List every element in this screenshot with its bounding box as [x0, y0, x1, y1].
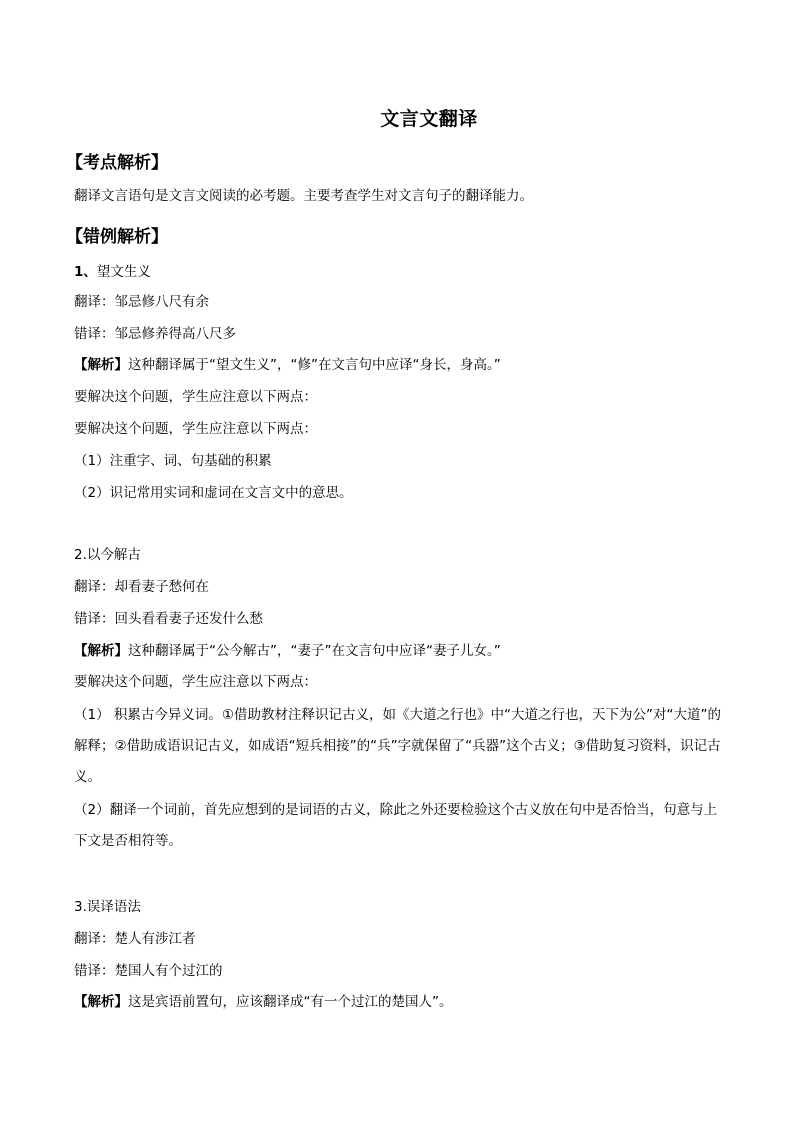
example-1-title-text: 望文生义 [96, 264, 151, 280]
example-1-analysis-text: 这种翻译属于“望文生义”，“修”在文言句中应译“身长，身高。” [128, 357, 501, 373]
example-3-translation: 翻译：楚人有涉江者 [74, 931, 196, 947]
example-2-point-1: （1） 积累古今异义词。①借助教材注释识记古义，如《大道之行也》中“大道之行也，天下为公”对“大道”的解释；②借助成语识记古义，如成语“短兵相接”的“兵”字就保留了“兵器”这个古义；③借助复习资料，识记古义。 [74, 707, 721, 785]
example-3-analysis-text: 这是宾语前置句，应该翻译成“有一个过江的楚国人”。 [128, 994, 453, 1010]
example-1-note-1: 要解决这个问题，学生应注意以下两点： [74, 389, 317, 405]
example-1-note-2: 要解决这个问题，学生应注意以下两点： [74, 421, 317, 437]
example-1-translation: 翻译：邹忌修八尺有余 [74, 294, 209, 310]
example-2-point-2: （2）翻译一个词前，首先应想到的是词语的古义，除此之外还要检验这个古义放在句中是否恰当，句意与上下文是否相符等。 [74, 802, 718, 849]
example-3-analysis [74, 993, 453, 1011]
section-heading-key-points: 【考点解析】 [66, 153, 168, 173]
example-1-error: 错译：邹忌修养得高八尺多 [74, 326, 236, 342]
example-3-analysis-tag: 【解析】 [74, 994, 128, 1010]
example-1-number: 1、 [74, 264, 97, 280]
example-2-analysis [74, 642, 501, 660]
example-1-point-2: （2）识记常用实词和虚词在文言文中的意思。 [74, 485, 353, 501]
section-heading-error-examples: 【错例解析】 [66, 227, 168, 247]
example-2-error: 错译：回头看看妻子还发什么愁 [74, 611, 263, 627]
key-points-text: 翻译文言语句是文言文阅读的必考题。主要考查学生对文言句子的翻译能力。 [74, 188, 533, 204]
example-3-title: 3.误译语法 [74, 899, 141, 915]
example-2-analysis-tag: 【解析】 [74, 643, 128, 659]
example-2-translation: 翻译：却看妻子愁何在 [74, 579, 209, 595]
example-1-analysis [74, 356, 501, 374]
example-2-note: 要解决这个问题，学生应注意以下两点： [74, 674, 317, 690]
example-1-analysis-tag: 【解析】 [74, 357, 128, 373]
example-3-error: 错译：楚国人有个过江的 [74, 963, 223, 979]
example-1-point-1: （1）注重字、词、句基础的积累 [74, 453, 272, 469]
document-title: 文言文翻译 [380, 108, 478, 130]
example-2-title: 2.以今解古 [74, 547, 141, 563]
example-1-title [74, 263, 151, 281]
example-2-analysis-text: 这种翻译属于“公今解古”，“妻子”在文言句中应译“妻子儿女。” [128, 643, 501, 659]
